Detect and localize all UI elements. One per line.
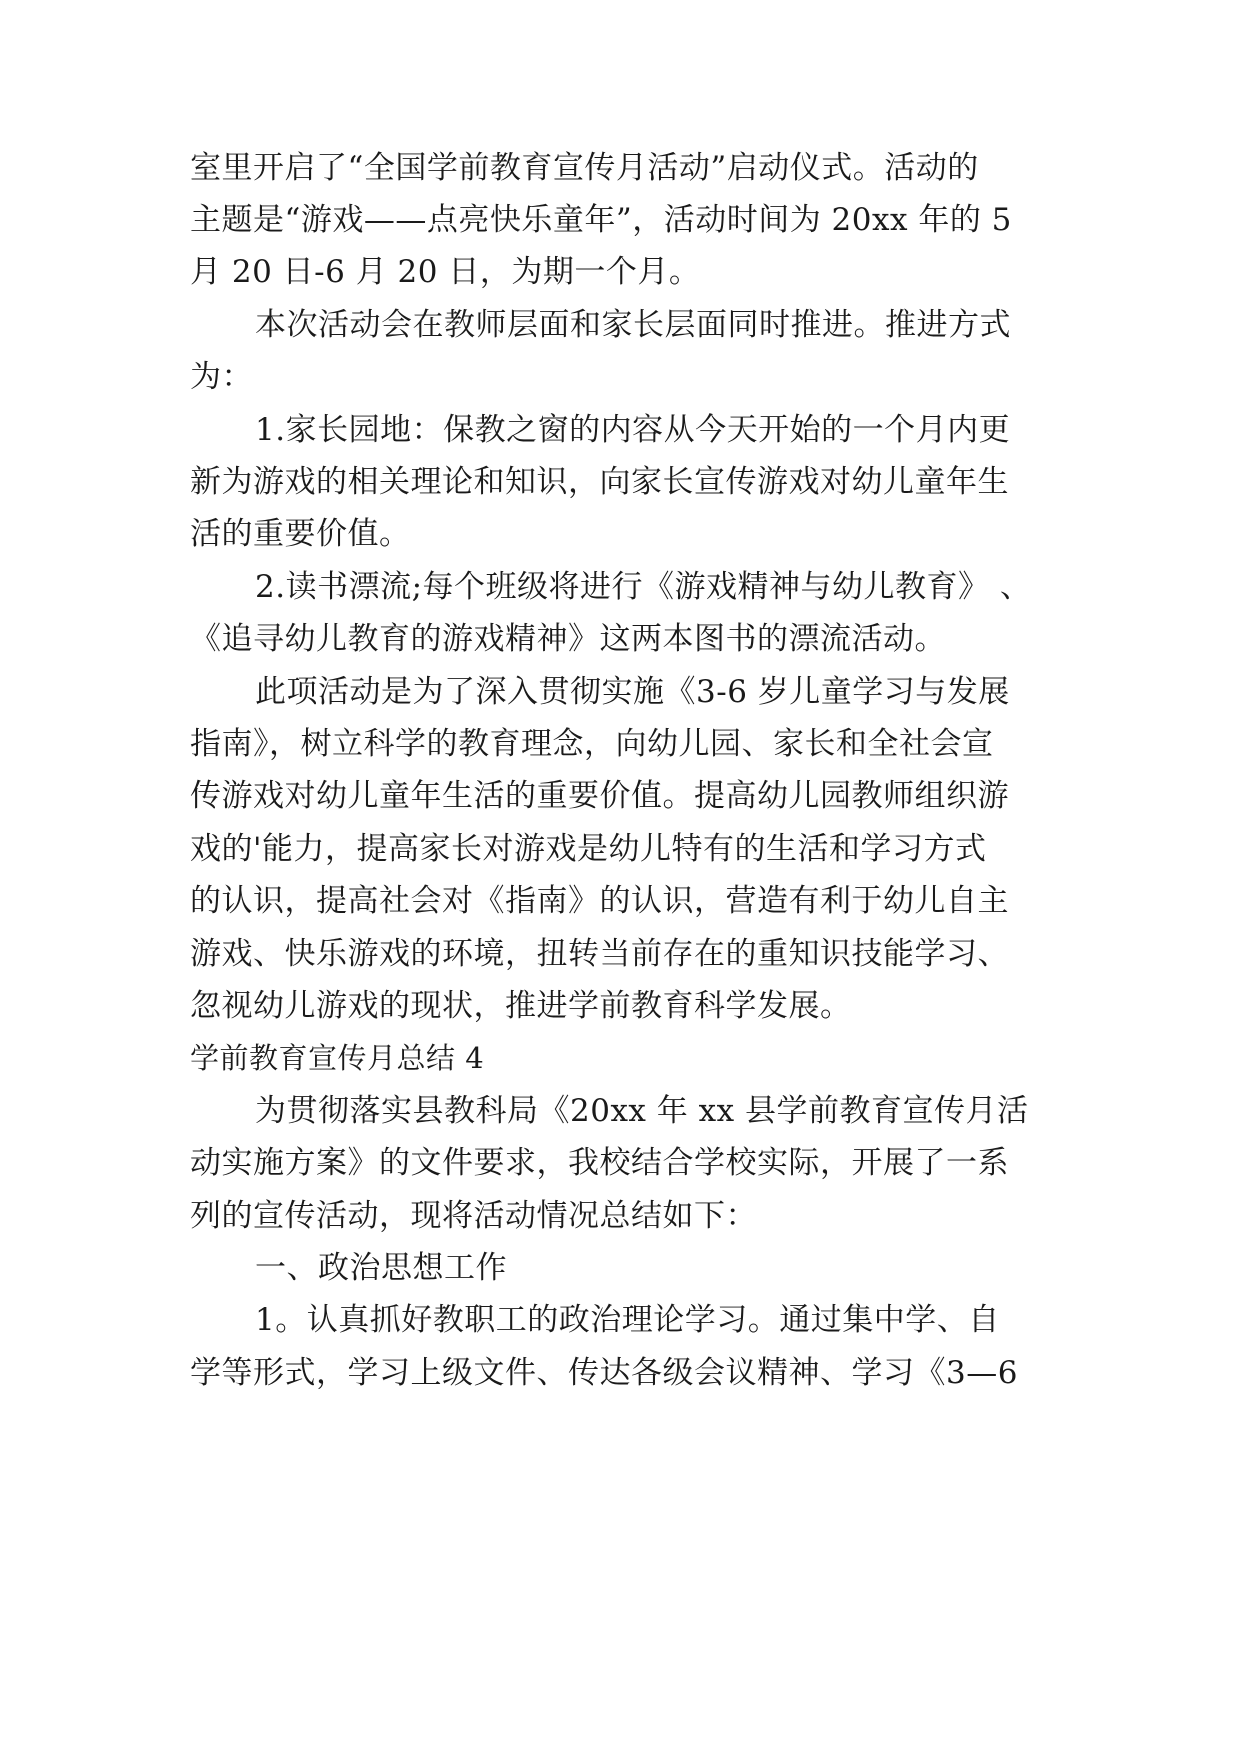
paragraph-line: 此项活动是为了深入贯彻实施《3-6 岁儿童学习与发展 <box>255 674 1010 710</box>
list-item-line: 《追寻幼儿教育的游戏精神》这两本图书的漂流活动。 <box>190 621 946 657</box>
paragraph-line: 列的宣传活动，现将活动情况总结如下： <box>190 1198 757 1234</box>
list-item-line: 新为游戏的相关理论和知识，向家长宣传游戏对幼儿童年生 <box>190 464 1009 500</box>
paragraph-line: 月 20 日-6 月 20 日，为期一个月。 <box>190 254 701 290</box>
subsection-heading: 一、政治思想工作 <box>255 1250 507 1286</box>
paragraph-line: 本次活动会在教师层面和家长层面同时推进。推进方式 <box>255 307 1011 343</box>
paragraph-line: 为贯彻落实县教科局《20xx 年 xx 县学前教育宣传月活 <box>255 1093 1029 1129</box>
paragraph-line: 的认识，提高社会对《指南》的认识，营造有利于幼儿自主 <box>190 883 1009 919</box>
paragraph-line: 室里开启了“全国学前教育宣传月活动”启动仪式。活动的 <box>190 150 979 186</box>
list-item-line: 1.家长园地：保教之窗的内容从今天开始的一个月内更 <box>255 412 1011 448</box>
paragraph-line: 学等形式，学习上级文件、传达各级会议精神、学习《3—6 <box>190 1355 1018 1391</box>
paragraph-line: 主题是“游戏——点亮快乐童年”，活动时间为 20xx 年的 5 <box>190 202 1012 238</box>
section-heading: 学前教育宣传月总结 4 <box>190 1041 485 1075</box>
paragraph-line: 戏的'能力，提高家长对游戏是幼儿特有的生活和学习方式 <box>190 831 987 867</box>
paragraph-line: 为： <box>190 359 253 395</box>
paragraph-line: 指南》，树立科学的教育理念，向幼儿园、家长和全社会宣 <box>190 726 994 762</box>
paragraph-line: 传游戏对幼儿童年生活的重要价值。提高幼儿园教师组织游 <box>190 778 1009 814</box>
paragraph-line: 游戏、快乐游戏的环境，扭转当前存在的重知识技能学习、 <box>190 936 1009 972</box>
list-item-line: 活的重要价值。 <box>190 516 411 552</box>
paragraph-line: 忽视幼儿游戏的现状，推进学前教育科学发展。 <box>190 988 852 1024</box>
list-item-line: 2.读书漂流;每个班级将进行《游戏精神与幼儿教育》 、 <box>255 569 1032 605</box>
paragraph-line: 动实施方案》的文件要求，我校结合学校实际，开展了一系 <box>190 1145 1009 1181</box>
paragraph-line: 1。认真抓好教职工的政治理论学习。通过集中学、自 <box>255 1302 1000 1338</box>
